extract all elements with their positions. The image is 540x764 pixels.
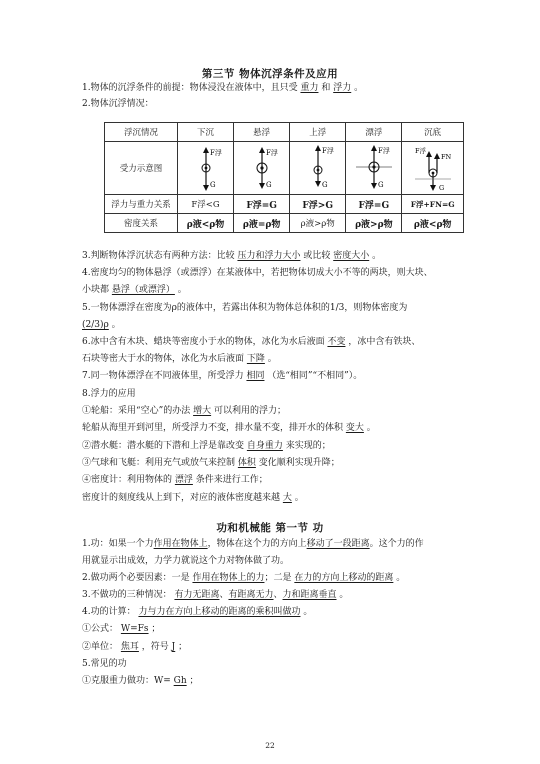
text-line: 7.同一物体漂浮在不同液体里，所受浮力 相同 （选“相同”“不相同”）。 <box>82 371 363 381</box>
text-line: ②潜水艇：潜水艇的下潜和上浮是靠改变 自身重力 来实现的； <box>82 441 331 451</box>
table-header-cell: 浮沉情况 <box>105 123 178 142</box>
text-line: 石块等密大于水的物体，冰化为水后液面 下降 。 <box>82 354 277 364</box>
table-cell: F浮<G <box>178 195 234 214</box>
text-line: 6.冰中含有木块、蜡块等密度小于水的物体，冰化为水后液面 不变 ，冰中含有铁块、 <box>82 337 421 347</box>
text-line: 2.物体沉浮情况： <box>82 99 154 109</box>
text-line: 1.功：如果一个力作用在物体上，物体在这个力的方向上移动了一段距离。这个力的作 <box>82 539 424 549</box>
svg-text:FN: FN <box>440 153 451 161</box>
text-line: ③气球和飞艇：利用充气或放气来控制 体积 变化顺利实现升降； <box>82 458 340 468</box>
page-number: 22 <box>265 741 275 750</box>
float-sink-table <box>104 122 464 233</box>
table-cell: ρ液>ρ物 <box>290 214 346 233</box>
text-line: ①克服重力做功：W= Gh ； <box>82 676 199 686</box>
svg-text:G: G <box>321 181 328 189</box>
table-header-cell: 悬浮 <box>234 123 290 142</box>
text-line: 3.不做功的三种情况： 有力无距离、有距离无力、力和距离垂直 。 <box>82 590 349 600</box>
text-line: ①轮船：采用“空心”的办法 增大 可以利用的浮力； <box>82 406 286 416</box>
text-line: 3.判断物体浮沉状态有两种方法：比较 压力和浮力大小 或比较 密度大小 。 <box>82 251 382 261</box>
text-line: 5.常见的功 <box>82 659 127 669</box>
svg-text:F浮: F浮 <box>377 147 390 155</box>
table-cell: ρ液<ρ物 <box>402 214 464 233</box>
force-diagram-sinking <box>178 142 234 195</box>
force-diagram-suspended <box>234 142 290 195</box>
svg-text:F浮: F浮 <box>321 147 334 155</box>
text-line: 2.做功两个必要因素：一是 作用在物体上的力；二是 在力的方向上移动的距离 。 <box>82 573 406 583</box>
table-cell: ρ液=ρ物 <box>234 214 290 233</box>
text-line: 轮船从海里开到河里，所受浮力不变，排水量不变，排开水的体积 变大 。 <box>82 423 376 433</box>
svg-text:F浮: F浮 <box>209 149 222 157</box>
text-line: 8.浮力的应用 <box>82 389 136 399</box>
table-cell: F浮>G <box>290 195 346 214</box>
text-line: ①公式： W=Fs ； <box>82 624 161 634</box>
text-line: 4.密度均匀的物体悬浮（或漂浮）在某液体中，若把物体切成大小不等的两块，则大块、 <box>82 268 433 278</box>
text-line: 1.物体的沉浮条件的前提：物体浸没在液体中，且只受 重力 和 浮力 。 <box>82 83 364 93</box>
svg-text:G: G <box>438 184 444 192</box>
svg-text:G: G <box>265 181 272 189</box>
table-cell: F浮=G <box>234 195 290 214</box>
text-line: 4.功的计算： 力与力在方向上移动的距离的乘积叫做功 。 <box>82 607 313 617</box>
text-line: 密度计的刻度线从上到下，对应的液体密度越来越 大 。 <box>82 493 304 503</box>
force-diagram-rising <box>290 142 346 195</box>
table-cell: F浮+FN=G <box>402 195 464 214</box>
table-cell: F浮=G <box>346 195 402 214</box>
text-line: 小块都 悬浮（或漂浮） 。 <box>82 285 187 295</box>
svg-text:F浮: F浮 <box>414 147 426 155</box>
table-cell: ρ液<ρ物 <box>178 214 234 233</box>
force-diagram-bottom <box>402 142 464 195</box>
table-header-cell: 沉底 <box>402 123 464 142</box>
table-header-cell: 漂浮 <box>346 123 402 142</box>
svg-text:F浮: F浮 <box>265 149 278 157</box>
svg-text:G: G <box>209 181 216 189</box>
text-line: 用就显示出成效，力学力就说这个力对物体做了功。 <box>82 556 290 566</box>
table-row-label: 浮力与重力关系 <box>105 195 178 214</box>
table-cell: ρ液>ρ物 <box>346 214 402 233</box>
svg-text:G: G <box>377 181 384 189</box>
table-row-label: 密度关系 <box>105 214 178 233</box>
text-line: ④密度计：利用物体的 漂浮 条件来进行工作； <box>82 475 268 485</box>
text-line: ②单位： 焦耳 ，符号 J ； <box>82 642 188 652</box>
table-header-cell: 下沉 <box>178 123 234 142</box>
text-line: 5.一物体漂浮在密度为ρ的液体中，若露出体积为物体总体积的1/3，则物体密度为 <box>82 303 408 313</box>
section-title: 第三节 物体沉浮条件及应用 <box>201 68 339 80</box>
text-line: (2/3)ρ 。 <box>82 320 121 330</box>
section-title: 功和机械能 第一节 功 <box>216 522 324 534</box>
force-diagram-floating <box>346 142 402 195</box>
table-row-label: 受力示意图 <box>105 142 178 195</box>
table-header-cell: 上浮 <box>290 123 346 142</box>
